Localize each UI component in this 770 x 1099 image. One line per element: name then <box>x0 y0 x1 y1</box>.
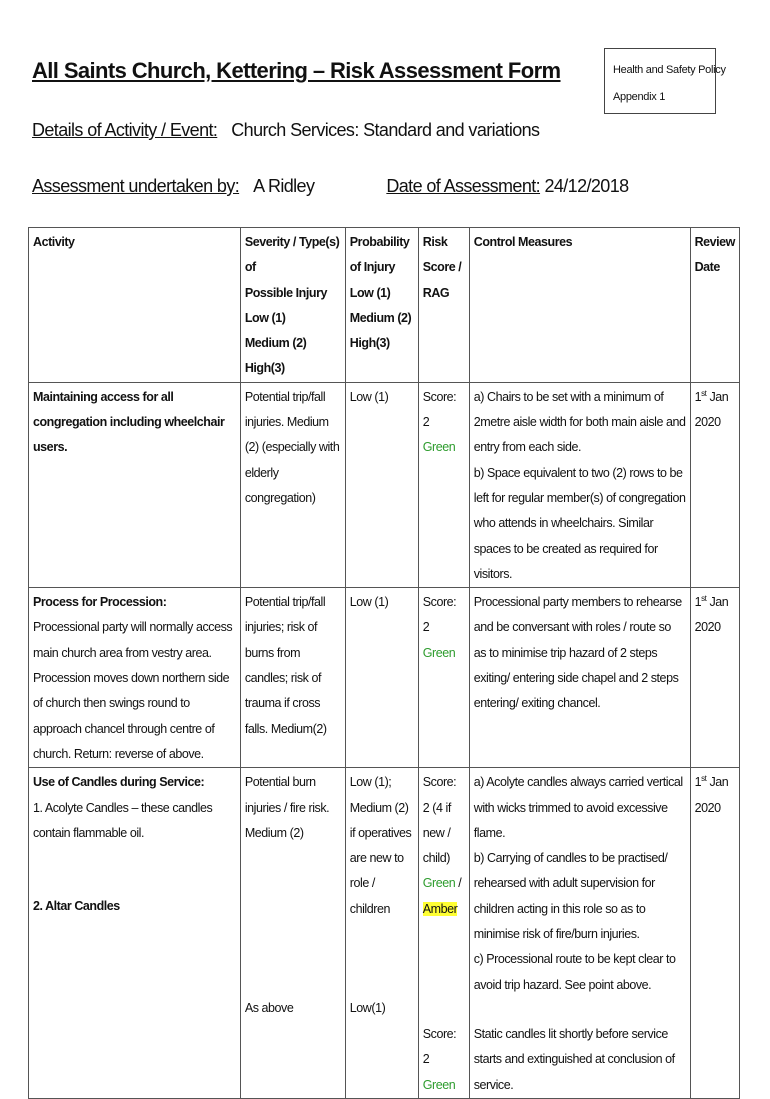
review-date-cell: 1st Jan 2020 <box>690 588 739 768</box>
header-control-measures: Control Measures <box>469 228 690 383</box>
control-measures-cell <box>469 588 690 768</box>
policy-appendix: Appendix 1 <box>613 91 666 103</box>
page-title: All Saints Church, Kettering – Risk Assessment Form <box>32 58 561 83</box>
control-measures-cell <box>469 768 690 1099</box>
probability-cell: Low (1) <box>345 588 418 768</box>
assessor-name: A Ridley <box>253 176 315 196</box>
control-measures-cell <box>469 382 690 587</box>
activity-title: Use of Candles during Service: <box>33 775 205 790</box>
table-row <box>29 588 740 768</box>
activity-subtitle: 2. Altar Candles <box>33 899 120 914</box>
risk-score-cell <box>418 382 469 587</box>
review-date-cell: 1st Jan 2020 <box>690 768 739 1099</box>
activity-cell <box>29 768 241 1099</box>
control-measure: Static candles lit shortly before service starts and extinguished at conclusion of service. <box>473 1026 675 1092</box>
activity-cell <box>29 382 241 587</box>
assessment-info <box>32 176 629 197</box>
assessor-label: Assessment undertaken by: <box>32 176 240 196</box>
header-activity: Activity <box>29 228 241 383</box>
risk-score-cell <box>418 768 469 1099</box>
header-review-date: Review Date <box>690 228 739 383</box>
risk-score: Score: 2 <box>422 1027 457 1067</box>
assessment-date-value: 24/12/2018 <box>544 176 629 196</box>
risk-score: Score: 2 (4 if new / child) <box>422 775 457 866</box>
control-measure: b) Carrying of candles to be practised/ rehearsed with adult supervision for children acting in this role so as to minimise risk of fire/burn injuries. <box>473 851 668 942</box>
control-measure: b) Space equivalent to two (2) rows to be left for regular member(s) of congregation who attends in wheelchairs. Similar spaces to be created as required for visitors. <box>473 465 686 581</box>
rag-status: Green <box>422 440 456 455</box>
details-label: Details of Activity / Event: <box>32 120 218 140</box>
control-measure: c) Processional route to be kept clear to avoid trip hazard. See point above. <box>473 952 676 992</box>
policy-reference-box <box>604 48 726 114</box>
activity-description: Processional party will normally access main church area from vestry area. Procession moves down northern side of church then swings round to approach chancel through centre of church. Return: reverse of above. <box>33 620 233 761</box>
severity-cell: Potential burn injuries / fire risk. Medium (2) As above <box>240 768 345 1099</box>
control-measure: Processional party members to rehearse and be conversant with roles / route so as to minimise trip hazard of 2 steps exiting/ entering side chapel and 2 steps entering/ exiting chancel. <box>473 595 682 711</box>
activity-details <box>32 120 539 141</box>
control-measure: a) Chairs to be set with a minimum of 2metre aisle width for both main aisle and entry from each side. <box>473 389 686 455</box>
policy-name: Health and Safety Policy <box>613 64 726 76</box>
table-row <box>29 768 740 1099</box>
risk-score-cell <box>418 588 469 768</box>
severity-cell: Potential trip/fall injuries; risk of burns from candles; risk of trauma if cross falls. Medium(2) <box>240 588 345 768</box>
header-severity: Severity / Type(s) of Possible Injury Low (1) Medium (2) High(3) <box>240 228 345 383</box>
probability-cell: Low (1) <box>345 382 418 587</box>
risk-score: Score: 2 <box>422 389 457 430</box>
table-header-row <box>29 228 740 383</box>
activity-cell <box>29 588 241 768</box>
rag-status: Green / Amber <box>422 876 462 916</box>
header-risk-score: Risk Score / RAG <box>418 228 469 383</box>
severity-cell: Potential trip/fall injuries. Medium (2) (especially with elderly congregation) <box>240 382 345 587</box>
header-probability: Probability of Injury Low (1) Medium (2) High(3) <box>345 228 418 383</box>
activity-title: Maintaining access for all congregation including wheelchair users. <box>33 389 225 455</box>
risk-assessment-table <box>28 227 740 1099</box>
review-date-cell: 1st Jan 2020 <box>690 382 739 587</box>
table-row <box>29 382 740 587</box>
details-value: Church Services: Standard and variations <box>231 120 540 140</box>
activity-title: Process for Procession: <box>33 595 167 610</box>
rag-status: Green <box>422 1077 456 1092</box>
probability-cell: Low (1); Medium (2) if operatives are new to role / children Low(1) <box>345 768 418 1099</box>
control-measure: a) Acolyte candles always carried vertical with wicks trimmed to avoid excessive flame. <box>473 775 683 840</box>
risk-score: Score: 2 <box>422 595 457 635</box>
activity-description: 1. Acolyte Candles – these candles contain flammable oil. <box>33 800 213 840</box>
assessment-date-label: Date of Assessment: <box>386 176 541 196</box>
rag-status: Green <box>422 645 456 660</box>
